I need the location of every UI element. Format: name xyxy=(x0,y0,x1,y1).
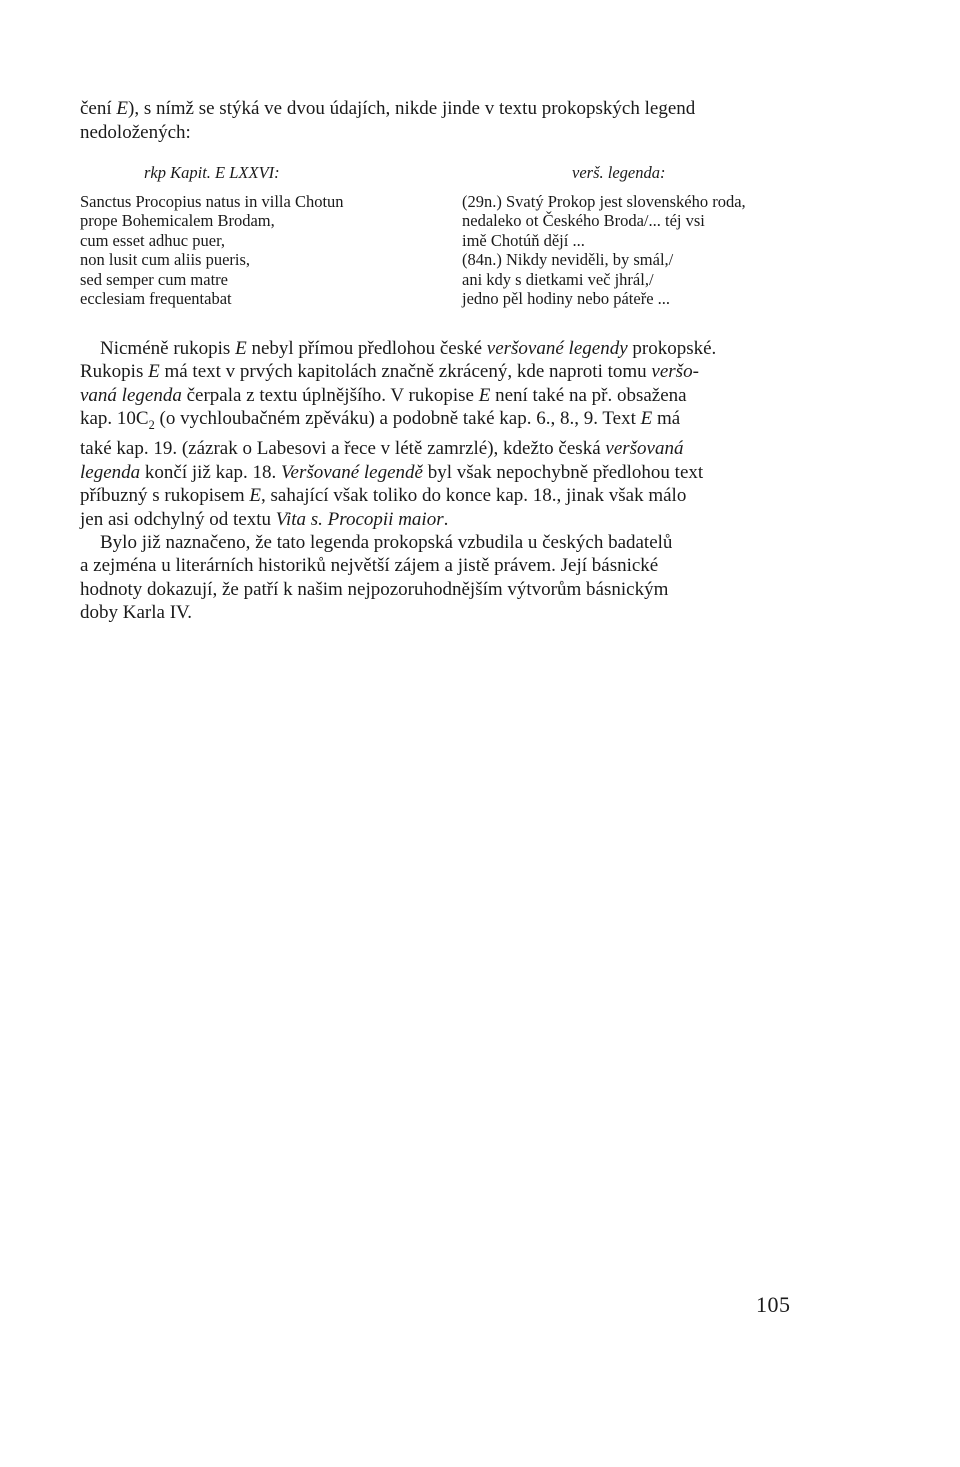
verse-line: imě Chotúň dějí ... xyxy=(462,230,585,250)
text-line: nedoložených: xyxy=(80,122,191,143)
verse-line: jedno pěl hodiny nebo páteře ... xyxy=(462,289,671,308)
text-line: příbuzný s rukopisem E, sahající však toliko do konce kap. 18., jinak však málo xyxy=(80,485,687,507)
latin-column-heading: rkp Kapit. E LXXVI: xyxy=(144,163,280,182)
text-line: Bylo již naznačeno, že tato legenda prokopská vzbudila u českých badatelů xyxy=(100,532,673,554)
latin-line: prope Bohemicalem Brodam, xyxy=(80,211,275,230)
verse-line: (29n.) Svatý Prokop jest slovenského roda, xyxy=(462,191,746,211)
text-line: doby Karla IV. xyxy=(80,602,193,624)
latin-column xyxy=(80,163,420,309)
verse-line: nedaleko ot Českého Broda/... téj vsi xyxy=(462,211,705,230)
czech-verse-column xyxy=(462,163,812,309)
latin-line: sed semper cum matre xyxy=(80,269,228,289)
latin-line: ecclesiam frequentabat xyxy=(80,289,232,308)
verse-line: ani kdy s dietkami več jhrál,/ xyxy=(462,269,654,289)
text-line: také kap. 19. (zázrak o Labesovi a řece v létě zamrzlé), kdežto česká veršovaná xyxy=(80,438,684,460)
latin-line: non lusit cum aliis pueris, xyxy=(80,250,251,269)
verse-line: (84n.) Nikdy neviděli, by smál,/ xyxy=(462,250,674,269)
intro-paragraph xyxy=(80,97,800,145)
latin-line: cum esset adhuc puer, xyxy=(80,230,226,250)
text-line: čení E), s nímž se stýká ve dvou údajích, nikde jinde v textu prokopských legend xyxy=(80,98,696,119)
text-line: Rukopis E má text v prvých kapitolách značně zkrácený, kde naproti tomu veršo- xyxy=(80,361,699,383)
czech-column-lines xyxy=(462,192,812,309)
latin-line: Sanctus Procopius natus in villa Chotun xyxy=(80,191,344,211)
text-line: hodnoty dokazují, že patří k našim nejpozoruhodnějším výtvorům básnickým xyxy=(80,578,669,600)
text-line: kap. $10C_2$ (o vychloubačném zpěváku) a podobně také kap. 6., 8., 9. Text E má xyxy=(80,408,681,433)
text-line: Nicméně rukopis E nebyl přímou předlohou české veršované legendy prokopské. xyxy=(100,338,717,359)
main-text xyxy=(80,337,800,625)
czech-column-heading: verš. legenda: xyxy=(572,163,666,182)
text-line: vaná legenda čerpala z textu úplnějšího. V rukopise E není také na př. obsažena xyxy=(80,384,687,406)
text-line: legenda končí již kap. 18. Veršované legendě byl však nepochybně předlohou text xyxy=(80,461,704,483)
text-line: jen asi odchylný od textu Vita s. Procopii maior. xyxy=(80,508,449,530)
latin-column-lines xyxy=(80,192,420,309)
text-line: a zejména u literárních historiků největší zájem a jistě právem. Její básnické xyxy=(80,555,659,577)
page-number: 105 xyxy=(756,1292,791,1317)
